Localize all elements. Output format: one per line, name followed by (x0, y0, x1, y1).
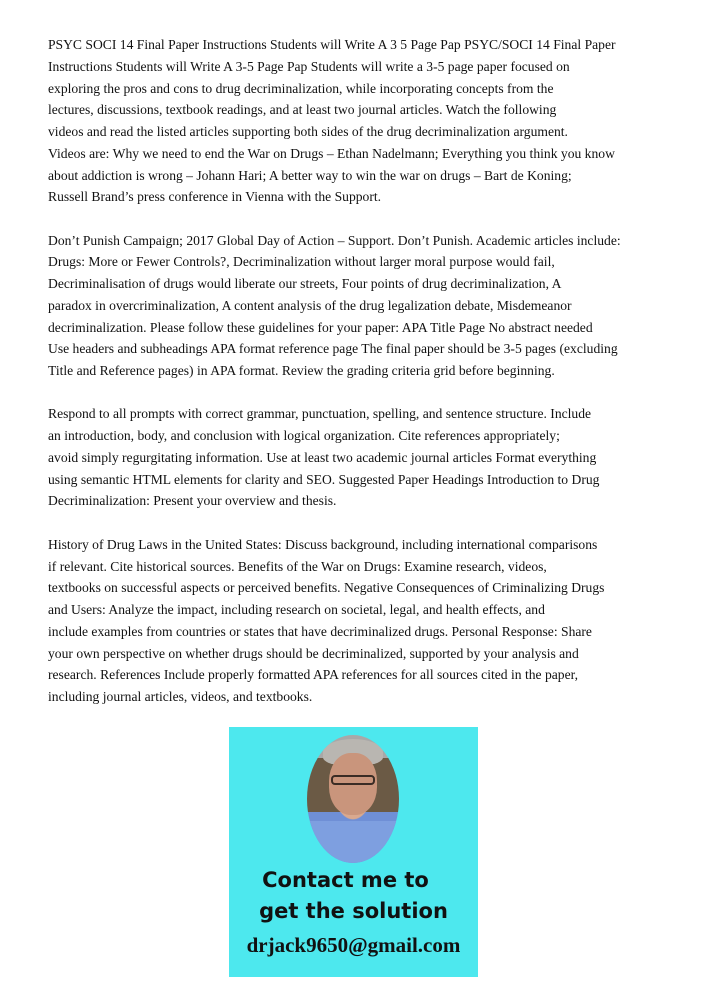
paragraph (48, 403, 668, 512)
text-line: include examples from countries or states that have decriminalized drugs. Personal Response: Share (48, 623, 592, 639)
text-line: paradox in overcriminalization, A content analysis of the drug legalization debate, Misdemeanor (48, 297, 572, 313)
paragraph (48, 230, 668, 382)
document-body (48, 34, 668, 729)
contact-promo-banner (229, 727, 478, 977)
paragraph (48, 534, 668, 708)
text-line: Russell Brand’s press conference in Vienna with the Support. (48, 189, 382, 205)
text-line: exploring the pros and cons to drug decriminalization, while incorporating concepts from the (48, 80, 554, 96)
promo-line-2: get the solution (259, 899, 448, 923)
text-line: Drugs: More or Fewer Controls?, Decriminalization without larger moral purpose would fail, (48, 254, 555, 270)
text-line: Title and Reference pages) in APA format. Review the grading criteria grid before beginning. (48, 363, 555, 379)
text-line: Decriminalisation of drugs would liberate our streets, Four points of drug decriminalization, A (48, 276, 562, 292)
text-line: including journal articles, videos, and textbooks. (48, 689, 313, 705)
text-line: decriminalization. Please follow these guidelines for your paper: APA Title Page No abstract needed (48, 319, 593, 335)
text-line: PSYC SOCI 14 Final Paper Instructions Students will Write A 3 5 Page Pap PSYC/SOCI 14 Final Paper (48, 37, 616, 52)
text-line: an introduction, body, and conclusion with logical organization. Cite references appropriately; (48, 428, 560, 444)
text-line: if relevant. Cite historical sources. Benefits of the War on Drugs: Examine research, videos, (48, 558, 547, 574)
text-line: using semantic HTML elements for clarity and SEO. Suggested Paper Headings Introduction to Drug (48, 471, 600, 487)
paragraph (48, 34, 668, 208)
text-line: Don’t Punish Campaign; 2017 Global Day of Action – Support. Don’t Punish. Academic articles include: (48, 232, 621, 248)
text-line: lectures, discussions, textbook readings, and at least two journal articles. Watch the following (48, 102, 557, 118)
text-line: History of Drug Laws in the United States: Discuss background, including international comparisons (48, 536, 598, 552)
text-line: Use headers and subheadings APA format reference page The final paper should be 3-5 pages (excluding (48, 341, 618, 357)
promo-line-1: Contact me to (262, 868, 429, 892)
text-line: Videos are: Why we need to end the War on Drugs – Ethan Nadelmann; Everything you think you know (48, 145, 615, 161)
text-line: avoid simply regurgitating information. Use at least two academic journal articles Format everything (48, 449, 597, 465)
contact-email: drjack9650@gmail.com (246, 933, 461, 957)
text-line: Instructions Students will Write A 3-5 Page Pap Students will write a 3-5 page paper focused on (48, 58, 570, 74)
text-line: Decriminalization: Present your overview and thesis. (48, 493, 337, 509)
text-line: videos and read the listed articles supporting both sides of the drug decriminalization argument. (48, 124, 568, 139)
text-line: about addiction is wrong – Johann Hari; A better way to win the war on drugs – Bart de Koning; (48, 167, 572, 183)
text-line: research. References Include properly formatted APA references for all sources cited in the paper, (48, 667, 579, 683)
text-line: Respond to all prompts with correct grammar, punctuation, spelling, and sentence structure. Include (48, 406, 592, 422)
author-portrait-image (307, 735, 399, 863)
text-line: your own perspective on whether drugs should be decriminalized, supported by your analysis and (48, 645, 579, 661)
text-line: and Users: Analyze the impact, including research on societal, legal, and health effects, and (48, 602, 545, 618)
text-line: textbooks on successful aspects or perceived benefits. Negative Consequences of Criminalizing Drugs (48, 580, 605, 596)
